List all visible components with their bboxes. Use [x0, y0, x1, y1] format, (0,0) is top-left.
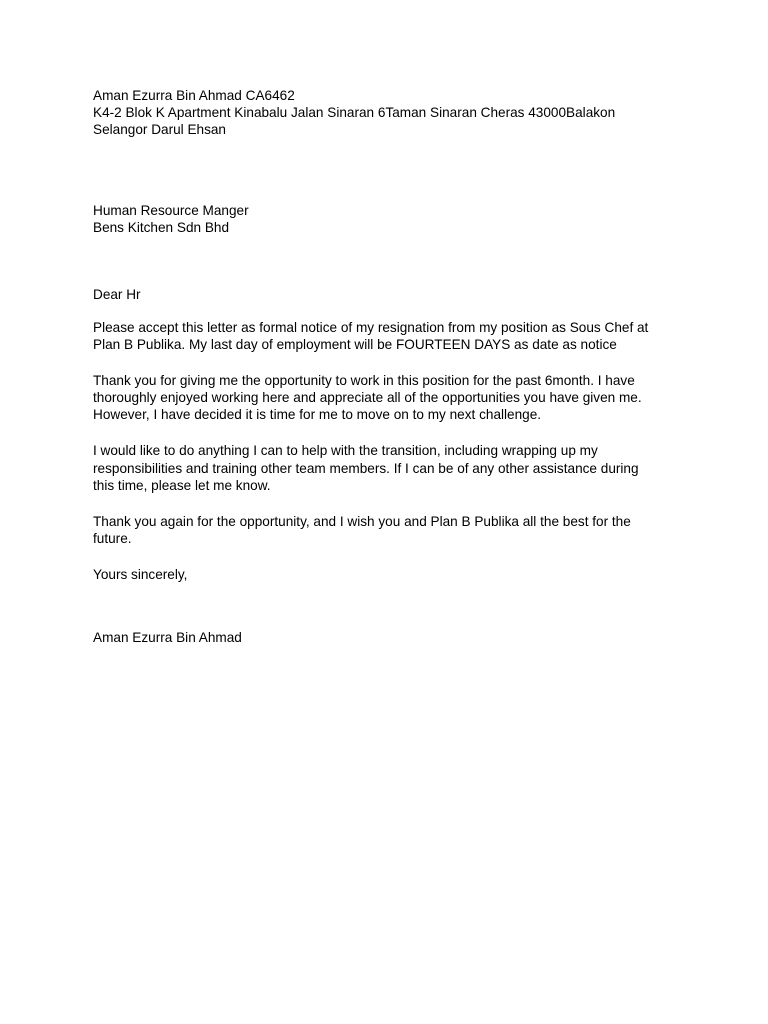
sender-name: Aman Ezurra Bin Ahmad CA6462 — [93, 88, 295, 103]
paragraph-3-line-1: I would like to do anything I can to help with the transition, including wrapping up my — [93, 443, 598, 458]
paragraph-3-line-3: this time, please let me know. — [93, 478, 271, 493]
paragraph-4-line-1: Thank you again for the opportunity, and I wish you and Plan B Publika all the best for the — [93, 514, 631, 529]
recipient-title: Human Resource Manger — [93, 203, 249, 218]
recipient-company: Bens Kitchen Sdn Bhd — [93, 220, 230, 235]
paragraph-1-line-1: Please accept this letter as formal notice of my resignation from my position as Sous Chef at — [93, 320, 649, 335]
salutation: Dear Hr — [93, 287, 141, 302]
paragraph-2-line-3: However, I have decided it is time for me to move on to my next challenge. — [93, 407, 542, 422]
paragraph-2-line-1: Thank you for giving me the opportunity to work in this position for the past 6month. I have — [93, 373, 635, 388]
paragraph-1-line-2: Plan B Publika. My last day of employment will be FOURTEEN DAYS as date as notice — [93, 337, 617, 352]
signature-name: Aman Ezurra Bin Ahmad — [93, 630, 242, 645]
sender-address-line-2: Selangor Darul Ehsan — [93, 122, 226, 137]
paragraph-3-line-2: responsibilities and training other team members. If I can be of any other assistance during — [93, 461, 639, 476]
sender-address-line-1: K4-2 Blok K Apartment Kinabalu Jalan Sinaran 6Taman Sinaran Cheras 43000Balakon — [93, 105, 616, 120]
closing: Yours sincerely, — [93, 567, 188, 582]
paragraph-2-line-2: thoroughly enjoyed working here and appreciate all of the opportunities you have given me. — [93, 390, 642, 405]
paragraph-4-line-2: future. — [93, 531, 132, 546]
